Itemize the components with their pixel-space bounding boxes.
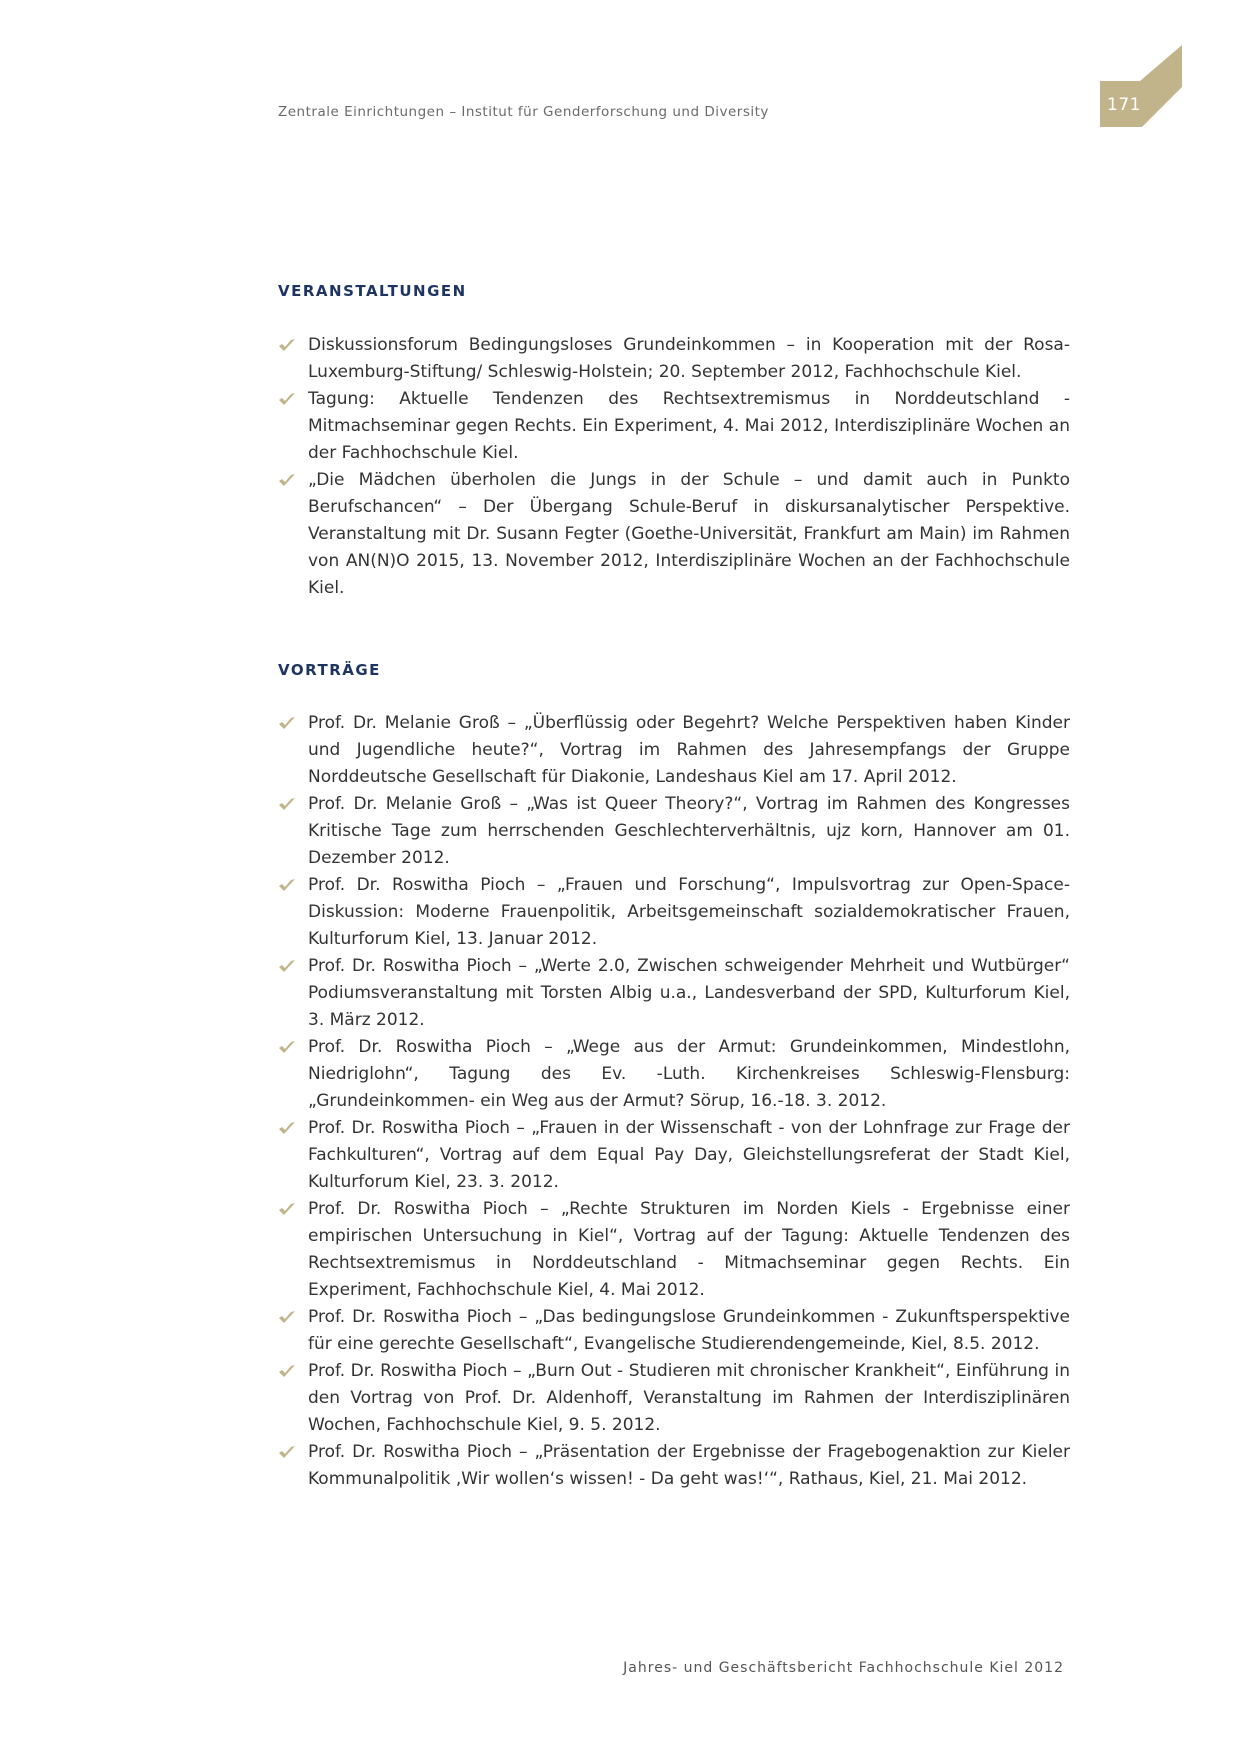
list-item	[278, 872, 1070, 953]
list-item	[278, 1439, 1070, 1493]
page-footer: Jahres- und Geschäftsbericht Fachhochschule Kiel 2012	[623, 1660, 1064, 1676]
list-item	[278, 1358, 1070, 1439]
checkmark-bullet-icon	[278, 877, 296, 893]
list-item	[278, 386, 1070, 467]
vortraege-list	[278, 710, 1070, 1493]
list-item-text: Prof. Dr. Roswitha Pioch – „Burn Out - Studieren mit chronischer Krankheit“, Einführung in den Vortrag von Prof. Dr. Aldenhoff, Veranstaltung im Rahmen der Interdisziplinären Wochen, Fachhochschule Kiel, 9. 5. 2012.	[308, 1361, 1070, 1435]
list-item	[278, 1304, 1070, 1358]
list-item-text: Prof. Dr. Melanie Groß – „Überflüssig oder Begehrt? Welche Perspektiven haben Kinder und Jugendliche heute?“, Vortrag im Rahmen des Jahresempfangs der Gruppe Norddeutsche Gesellschaft für Diakonie, Landeshaus Kiel am 17. April 2012.	[308, 713, 1070, 787]
list-item	[278, 791, 1070, 872]
checkmark-bullet-icon	[278, 1201, 296, 1217]
list-item-text: Prof. Dr. Roswitha Pioch – „Werte 2.0, Zwischen schweigender Mehrheit und Wutbürger“ Podiumsveranstaltung mit Torsten Albig u.a., Landesverband der SPD, Kulturforum Kiel, 3. März 2012.	[308, 956, 1070, 1030]
checkmark-bullet-icon	[278, 1444, 296, 1460]
checkmark-bullet-icon	[278, 1120, 296, 1136]
list-item	[278, 467, 1070, 602]
page-number: 171	[1107, 95, 1141, 115]
list-item	[278, 1196, 1070, 1304]
checkmark-bullet-icon	[278, 337, 296, 353]
checkmark-bullet-icon	[278, 796, 296, 812]
list-item-text: Prof. Dr. Roswitha Pioch – „Wege aus der Armut: Grundeinkommen, Mindestlohn, Niedriglohn“, Tagung des Ev. -Luth. Kirchenkreises Schleswig-Flensburg: „Grundeinkommen- ein Weg aus der Armut? Sörup, 16.-18. 3. 2012.	[308, 1037, 1070, 1111]
section-heading-veranstaltungen: VERANSTALTUNGEN	[278, 282, 467, 300]
checkmark-bullet-icon	[278, 391, 296, 407]
checkmark-bullet-icon	[278, 472, 296, 488]
list-item-text: Prof. Dr. Roswitha Pioch – „Frauen in der Wissenschaft - von der Lohnfrage zur Frage der Fachkulturen“, Vortrag auf dem Equal Pay Day, Gleichstellungsreferat der Stadt Kiel, Kulturforum Kiel, 23. 3. 2012.	[308, 1118, 1070, 1192]
checkmark-bullet-icon	[278, 1309, 296, 1325]
list-item-text: Prof. Dr. Roswitha Pioch – „Rechte Strukturen im Norden Kiels - Ergebnisse einer empirischen Untersuchung in Kiel“, Vortrag auf der Tagung: Aktuelle Tendenzen des Rechtsextremismus in Norddeutschland - Mitmachseminar gegen Rechts. Ein Experiment, Fachhochschule Kiel, 4. Mai 2012.	[308, 1199, 1070, 1300]
list-item	[278, 1115, 1070, 1196]
list-item-text: „Die Mädchen überholen die Jungs in der Schule – und damit auch in Punkto Berufschancen“ – Der Übergang Schule-Beruf in diskursanalytischer Perspektive. Veranstaltung mit Dr. Susann Fegter (Goethe-Universität, Frankfurt am Main) im Rahmen von AN(N)O 2015, 13. November 2012, Interdisziplinäre Wochen an der Fachhochschule Kiel.	[308, 470, 1070, 598]
list-item-text: Diskussionsforum Bedingungsloses Grundeinkommen – in Kooperation mit der Rosa-Luxemburg-Stiftung/ Schleswig-Holstein; 20. September 2012, Fachhochschule Kiel.	[308, 335, 1070, 382]
list-item	[278, 710, 1070, 791]
list-item	[278, 332, 1070, 386]
checkmark-bullet-icon	[278, 1039, 296, 1055]
checkmark-bullet-icon	[278, 715, 296, 731]
list-item-text: Prof. Dr. Roswitha Pioch – „Frauen und Forschung“, Impulsvortrag zur Open-Space-Diskussion: Moderne Frauenpolitik, Arbeitsgemeinschaft sozialdemokratischer Frauen, Kulturforum Kiel, 13. Januar 2012.	[308, 875, 1070, 949]
checkmark-bullet-icon	[278, 958, 296, 974]
veranstaltungen-list	[278, 332, 1070, 602]
list-item-text: Tagung: Aktuelle Tendenzen des Rechtsextremismus in Norddeutschland - Mitmachseminar gegen Rechts. Ein Experiment, 4. Mai 2012, Interdisziplinäre Wochen an der Fachhochschule Kiel.	[308, 389, 1070, 463]
list-item-text: Prof. Dr. Roswitha Pioch – „Präsentation der Ergebnisse der Fragebogenaktion zur Kieler Kommunalpolitik ‚Wir wollen‘s wissen! - Da geht was!‘“, Rathaus, Kiel, 21. Mai 2012.	[308, 1442, 1070, 1489]
section-heading-vortraege: VORTRÄGE	[278, 661, 381, 679]
checkmark-bullet-icon	[278, 1363, 296, 1379]
running-head: Zentrale Einrichtungen – Institut für Genderforschung und Diversity	[278, 104, 769, 120]
list-item	[278, 953, 1070, 1034]
list-item-text: Prof. Dr. Melanie Groß – „Was ist Queer Theory?“, Vortrag im Rahmen des Kongresses Kritische Tage zum herrschenden Geschlechterverhältnis, ujz korn, Hannover am 01. Dezember 2012.	[308, 794, 1070, 868]
list-item-text: Prof. Dr. Roswitha Pioch – „Das bedingungslose Grundeinkommen - Zukunftsperspektive für eine gerechte Gesellschaft“, Evangelische Studierendengemeinde, Kiel, 8.5. 2012.	[308, 1307, 1070, 1354]
list-item	[278, 1034, 1070, 1115]
